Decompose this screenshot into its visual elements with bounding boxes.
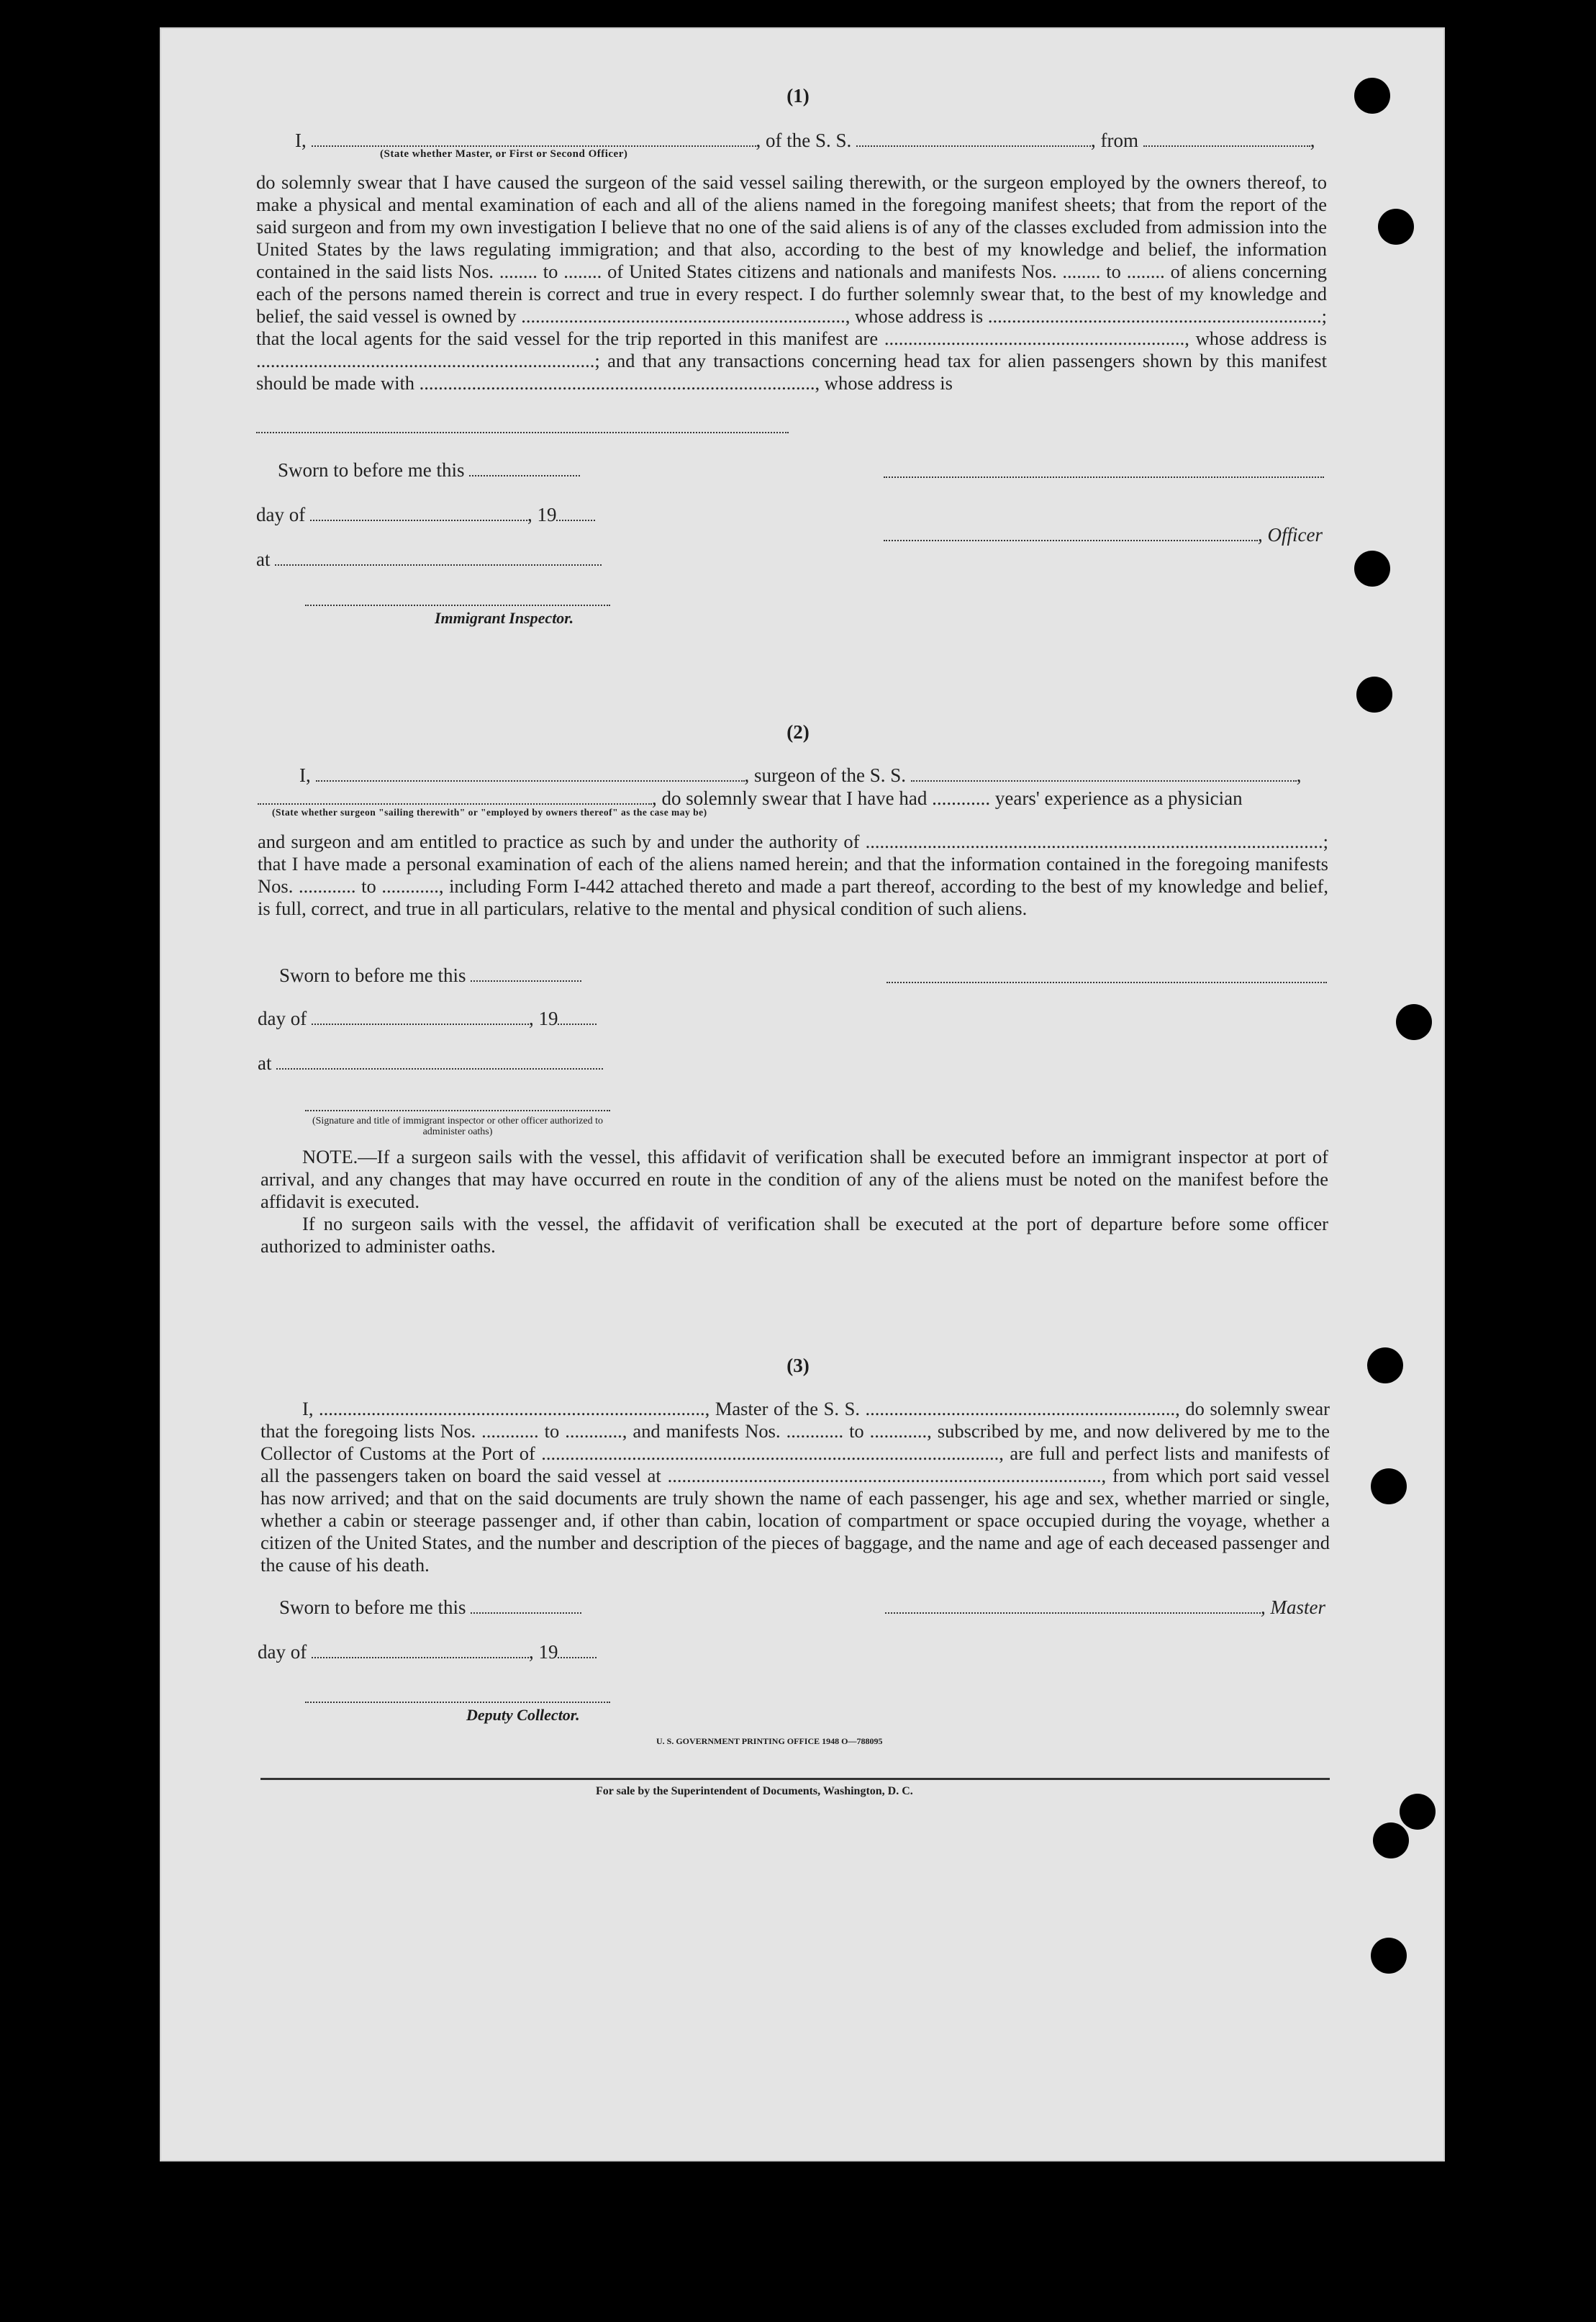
text: I, [299, 764, 311, 786]
section-2-line-1 [299, 764, 1302, 787]
text: —If a surgeon sails with the vessel, this affidavit of verification shall be executed before an immigrant inspector at port of arrival, and any changes that may have occurred en route in the condition of any of the aliens must be noted on the manifest before the affidavit is executed. [260, 1146, 1328, 1212]
section-1-note: (State whether Master, or First or Second Officer) [380, 148, 628, 160]
punch-hole [1371, 1468, 1407, 1504]
text: do solemnly swear that I have caused the surgeon of the said vessel sailing therewith, or the surgeon employed by the owners thereof, to make a physical and mental examination of each and all of the aliens named in the foregoing manifest sheets; that from the report of the said surgeon and from my own investigation I believe that no one of the said aliens is of any of the classes excluded from admission into the United States by the laws regulating immigration; and that also, according to the best of my knowledge and belief, the information contained in the said lists Nos. ........ to ........ of United States citizens and nationals and manifests Nos. ........ to ........ of aliens concerning each of the persons named therein is correct and true in every respect. I do further solemnly swear that, to the best of my knowledge and belief, the said vessel is owned by ...................................................................., whose address is ......................................................................; that the local agents for the said vessel for the trip reported in this manifest are ..............................................................., whose address is .......................................................................; and that any transactions concerning head tax for alien passengers shown by this manifest should be made with ..................................................................................., whose address is [256, 171, 1327, 394]
for-sale-line: For sale by the Superintendent of Documents, Washington, D. C. [596, 1785, 913, 1797]
at-row-1 [256, 548, 602, 571]
section-3-number: (3) [786, 1355, 810, 1376]
text: I, [295, 130, 307, 151]
note-label: NOTE. [302, 1146, 358, 1167]
master-row [885, 1596, 1325, 1619]
punch-hole [1356, 677, 1392, 713]
text: , 19 [527, 504, 557, 525]
inspector-signature-line[interactable] [305, 603, 610, 606]
section-2-body [258, 831, 1328, 920]
text: , 19 [528, 1008, 558, 1029]
text: at [258, 1052, 272, 1074]
sworn-row-2 [279, 965, 581, 987]
sworn-row-3 [279, 1596, 581, 1619]
section-2-note: (State whether surgeon "sailing therewith" or "employed by owners thereof" as the case may be) [272, 807, 707, 818]
text: day of [258, 1641, 307, 1663]
punch-hole [1354, 551, 1390, 587]
text: , surgeon of the S. S. [744, 764, 907, 786]
text: , Master [1261, 1596, 1325, 1618]
punch-hole [1378, 209, 1414, 245]
collector-caption: Deputy Collector. [466, 1706, 580, 1724]
punch-hole [1396, 1004, 1432, 1040]
text: , from [1091, 130, 1138, 151]
section-1-body [256, 171, 1327, 394]
text: at [256, 548, 271, 570]
text: I, ................................................................................., Master of the S. S. ................................................................., do solemnly swear that the foregoing lists Nos. ............ to ............, and manifests Nos. ............ to ............, subscribed by me, and now delivered by me to the Collector of Customs at the Port of ................................................................................................, are full and perfect lists and manifests of all the passengers taken on board the said vessel at ..........................................................................................., from which port said vessel has now arrived; and that on the said documents are truly shown the name of each passenger, his age and sex, whether married or single, whether a cabin or steerage passenger and, if other than cabin, location of compartment or space occupied during the voyage, whether a citizen of the United States, and the number and description of the pieces of baggage, and the name and age of each deceased passenger and the cause of his death. [260, 1398, 1330, 1576]
surgeon-signature-line[interactable] [887, 980, 1327, 983]
at-row-2 [258, 1052, 603, 1075]
text: day of [256, 504, 306, 525]
sworn-row-1 [278, 459, 580, 482]
printing-office-line: U. S. GOVERNMENT PRINTING OFFICE 1948 O—788095 [656, 1736, 883, 1746]
punch-hole [1371, 1938, 1407, 1974]
text: Sworn to before me this [279, 1596, 466, 1618]
text: , Officer [1258, 524, 1323, 546]
inspector-caption: Immigrant Inspector. [435, 609, 574, 627]
text: If no surgeon sails with the vessel, the affidavit of verification shall be executed at the port of departure before some officer authorized to administer oaths. [260, 1213, 1328, 1257]
day-row-1 [256, 504, 595, 526]
day-row-2 [258, 1008, 597, 1030]
punch-hole [1400, 1794, 1436, 1830]
text: and surgeon and am entitled to practice as such by and under the authority of ................................................................................................; that I have made a personal examination of each of the aliens named herein; and that the information contained in the foregoing manifests Nos. ............ to ............, including Form I-442 attached thereto and made a part thereof, according to the best of my knowledge and belief, is full, correct, and true in all particulars, relative to the mental and physical condition of such aliens. [258, 831, 1328, 919]
footer-rule [260, 1778, 1330, 1780]
text: , of the S. S. [756, 130, 852, 151]
address-line[interactable] [256, 430, 789, 433]
section-3-body [260, 1398, 1330, 1576]
text: , do solemnly swear that I have had ............ years' experience as a physician [652, 787, 1243, 809]
officer-signature-line[interactable] [884, 475, 1324, 478]
punch-hole [1373, 1822, 1409, 1858]
text: , 19 [528, 1641, 558, 1663]
text: day of [258, 1008, 307, 1029]
section-1-number: (1) [786, 85, 810, 107]
authorized-officer-signature-line[interactable] [305, 1108, 610, 1111]
section-2-number: (2) [786, 721, 810, 743]
note-paragraph [260, 1146, 1328, 1257]
text: Sworn to before me this [278, 459, 465, 481]
officer-row [884, 524, 1323, 546]
text: , [1310, 130, 1315, 151]
collector-signature-line[interactable] [305, 1700, 610, 1703]
text: , [1296, 764, 1302, 786]
signature-caption: (Signature and title of immigrant inspector or other officer authorized to administer oaths) [312, 1116, 604, 1137]
day-row-3 [258, 1641, 597, 1663]
text: Sworn to before me this [279, 965, 466, 986]
